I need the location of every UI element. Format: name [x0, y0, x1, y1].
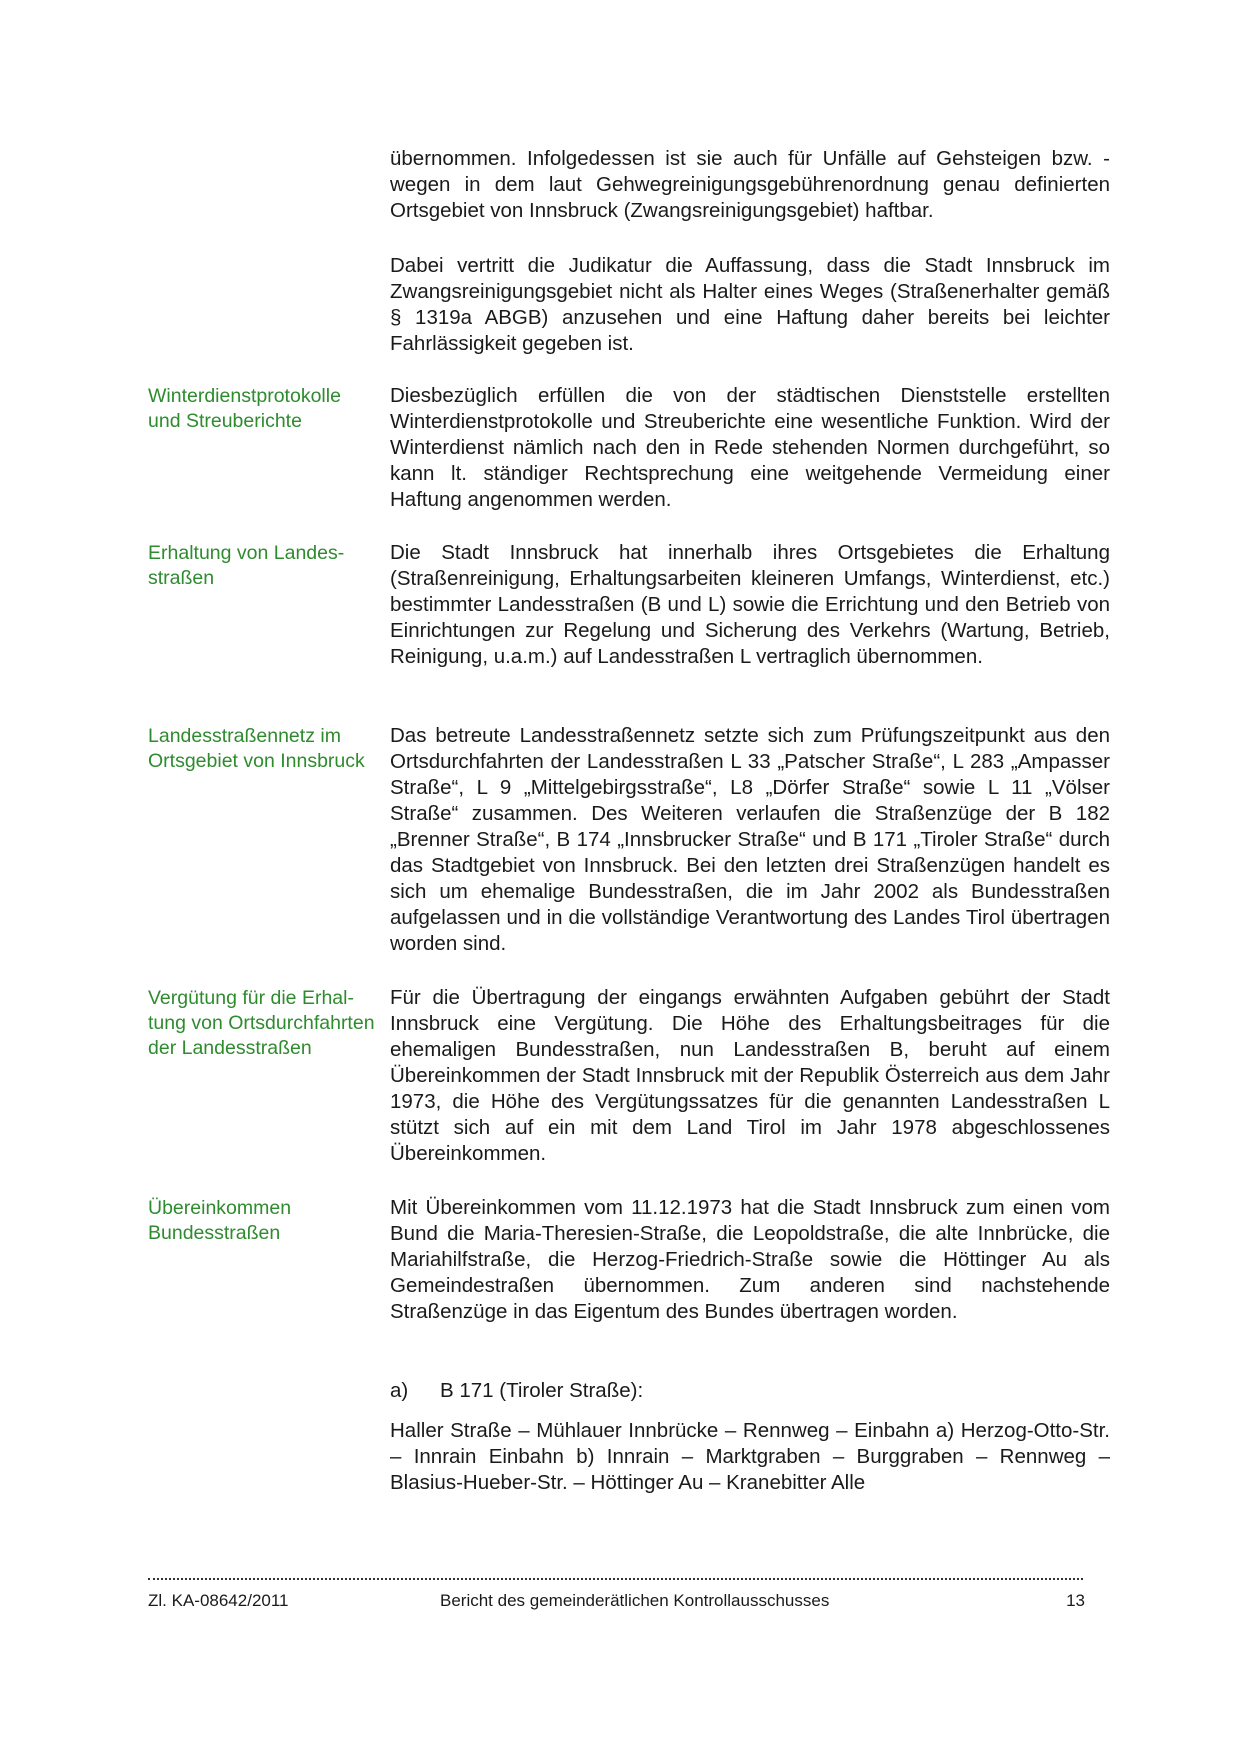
- paragraph-winterdienst: [390, 383, 1110, 513]
- list-item-letter: a): [390, 1379, 409, 1402]
- paragraph-landesstrassennetz: [390, 723, 1110, 957]
- side-label-landesstrassennetz: Landesstraßennetz im Ortsgebiet von Innsbruck: [148, 725, 365, 772]
- paragraph-liability-intro: [390, 146, 1110, 224]
- paragraph-text: Dabei vertritt die Judikatur die Auffassung, dass die Stadt Innsbruck im Zwangsreinigungsgebiet nicht als Halter eines Weges (Straßenerhalter gemäß § 1319a ABGB) anzusehen und eine Haftung daher bereits bei leichter Fahrlässigkeit gegeben ist.: [390, 254, 1110, 355]
- side-label-verguetung: Vergütung für die Erhaltung von Ortsdurchfahrten der Landesstraßen: [148, 987, 375, 1059]
- paragraph-erhaltung: [390, 540, 1110, 670]
- paragraph-text: Diesbezüglich erfüllen die von der städtischen Dienststelle erstellten Winterdienstprotokolle und Streuberichte eine wesentliche Funktion. Wird der Winterdienst nämlich nach den in Rede stehenden Normen durchgeführt, so kann lt. ständiger Rechtsprechung eine weitgehende Vermeidung einer Haftung angenommen werden.: [390, 384, 1110, 511]
- list-item: [390, 1378, 1110, 1404]
- paragraph-text: Für die Übertragung der eingangs erwähnten Aufgaben gebührt der Stadt Innsbruck eine Vergütung. Die Höhe des Erhaltungsbeitrages für die ehemaligen Bundesstraßen, nun Landesstraßen B, beruht auf einem Übereinkommen der Stadt Innsbruck mit der Republik Österreich aus dem Jahr 1973, die Höhe des Vergütungssatzes für die genannten Landesstraßen L stützt sich auf ein mit dem Land Tirol im Jahr 1978 abgeschlossenes Übereinkommen.: [390, 986, 1110, 1165]
- paragraph-text: Das betreute Landesstraßennetz setzte sich zum Prüfungszeitpunkt aus den Ortsdurchfahrten der Landesstraßen L 33 „Patscher Straße“, L 283 „Ampasser Straße“, L 9 „Mittelgebirgsstraße“, L8 „Dörfer Straße“ sowie L 11 „Völser Straße“ zusammen. Des Weiteren verlaufen die Straßenzüge der B 182 „Brenner Straße“, B 174 „Innsbrucker Straße“ und B 171 „Tiroler Straße“ durch das Stadtgebiet von Innsbruck. Bei den letzten drei Straßenzügen handelt es sich um ehemalige Bundesstraßen, die im Jahr 2002 als Bundesstraßen aufgelassen und in die vollständige Verantwortung des Landes Tirol übertragen worden sind.: [390, 724, 1110, 955]
- paragraph-text: Haller Straße – Mühlauer Innbrücke – Rennweg – Einbahn a) Herzog-Otto-Str. – Innrain Einbahn b) Innrain – Marktgraben – Burggraben – Rennweg – Blasius-Hueber-Str. – Höttinger Au – Kranebitter Alle: [390, 1419, 1110, 1494]
- footer-reference: Zl. KA-08642/2011: [148, 1591, 289, 1610]
- list-item-text: B 171 (Tiroler Straße):: [440, 1379, 644, 1402]
- side-label-uebereinkommen: Übereinkommen Bundesstraßen: [148, 1197, 292, 1244]
- page-number: 13: [1066, 1591, 1085, 1610]
- paragraph-verguetung: [390, 985, 1110, 1167]
- paragraph-uebereinkommen: [390, 1195, 1110, 1325]
- paragraph-text: Die Stadt Innsbruck hat innerhalb ihres Ortsgebietes die Erhaltung (Straßenreinigung, Erhaltungsarbeiten kleineren Umfangs, Winterdienst, etc.) bestimmter Landesstraßen (B und L) sowie die Errichtung und den Betrieb von Einrichtungen zur Regelung und Sicherung des Verkehrs (Wartung, Betrieb, Reinigung, u.a.m.) auf Landesstraßen L vertraglich übernommen.: [390, 541, 1110, 668]
- paragraph-street-sequence: [390, 1418, 1110, 1496]
- footer-title: Bericht des gemeinderätlichen Kontrollausschusses: [440, 1591, 830, 1610]
- footer-divider: [148, 1578, 1083, 1580]
- paragraph-text: Mit Übereinkommen vom 11.12.1973 hat die Stadt Innsbruck zum einen vom Bund die Maria-Theresien-Straße, die Leopoldstraße, die alte Innbrücke, die Mariahilfstraße, die Herzog-Friedrich-Straße sowie die Höttinger Au als Gemeindestraßen übernommen. Zum anderen sind nachstehende Straßenzüge in das Eigentum des Bundes übertragen worden.: [390, 1196, 1110, 1323]
- side-label-winterdienst: Winterdienstprotokolle und Streuberichte: [148, 385, 341, 432]
- paragraph-text: übernommen. Infolgedessen ist sie auch für Unfälle auf Gehsteigen bzw. -wegen in dem laut Gehwegreinigungsgebührenordnung genau definierten Ortsgebiet von Innsbruck (Zwangsreinigungsgebiet) haftbar.: [390, 147, 1110, 222]
- side-label-erhaltung: Erhaltung von Landesstraßen: [148, 542, 345, 589]
- paragraph-judikatur: [390, 253, 1110, 357]
